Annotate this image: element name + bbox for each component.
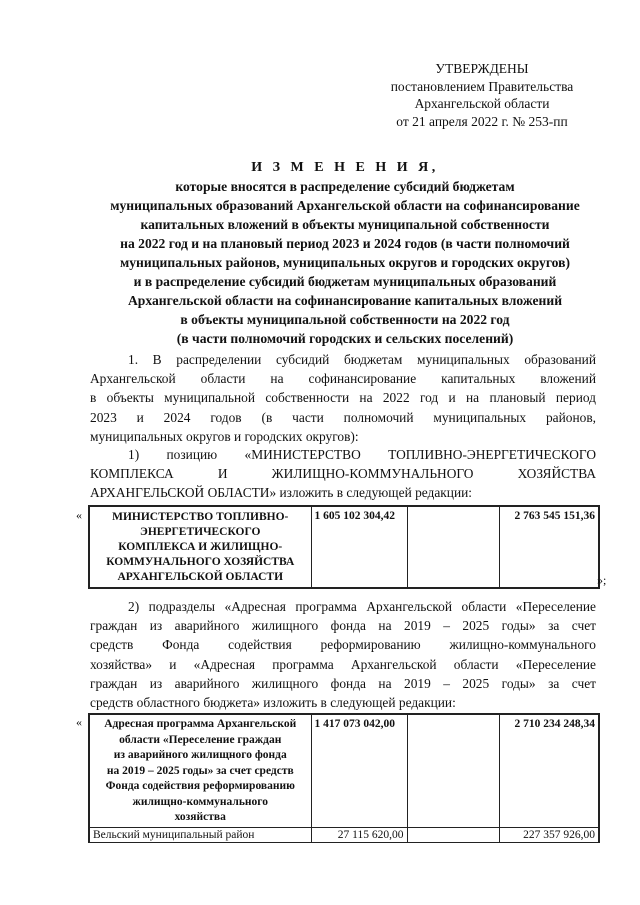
paragraph-line: КОМПЛЕКСА И ЖИЛИЩНО-КОММУНАЛЬНОГО ХОЗЯЙСТВА xyxy=(90,466,596,482)
table-row xyxy=(89,714,599,827)
heading-line: на 2022 год и на плановый период 2023 и 2024 годов (в части полномочий xyxy=(120,236,570,251)
ministry-name-line: КОММУНАЛЬНОГО ХОЗЯЙСТВА xyxy=(106,556,295,568)
heading-line: и в распределение субсидий бюджетам муниципальных образований xyxy=(133,274,557,289)
approval-line: Архангельской области xyxy=(414,96,550,111)
paragraph-line: 2) подразделы «Адресная программа Архангельской области «Переселение xyxy=(128,599,596,614)
approval-line: постановлением Правительства xyxy=(390,78,574,94)
value-2023-cell xyxy=(407,506,499,588)
ministry-name-line: ЭНЕРГЕТИЧЕСКОГО xyxy=(140,526,261,538)
approval-title: УТВЕРЖДЕНЫ xyxy=(435,61,529,76)
ministry-name-line: КОМПЛЕКСА И ЖИЛИЩНО- xyxy=(118,541,283,553)
paragraph-3 xyxy=(90,597,596,712)
value-2022-cell: 1 417 073 042,00 xyxy=(311,714,407,827)
value-2024-cell: 227 357 926,00 xyxy=(499,827,599,842)
paragraph-2 xyxy=(90,445,596,503)
paragraph-line: АРХАНГЕЛЬСКОЙ ОБЛАСТИ» изложить в следующей редакции: xyxy=(90,485,473,501)
ministry-name-cell xyxy=(89,506,311,588)
value-2023-cell xyxy=(407,714,499,827)
value-2024-cell: 2 710 234 248,34 xyxy=(499,714,599,827)
program-name-line: Адресная программа Архангельской xyxy=(104,718,297,730)
heading-line: муниципальных образований Архангельской области на софинансирование xyxy=(110,198,580,213)
value-2024-cell: 2 763 545 151,36 xyxy=(499,506,599,588)
heading-line: капитальных вложений в объекты муниципальной собственности xyxy=(140,217,550,232)
paragraph-line: средств Фонда содействия реформированию жилищно-коммунального xyxy=(90,637,596,653)
value-2022-cell: 27 115 620,00 xyxy=(311,827,407,842)
approval-block xyxy=(372,60,592,130)
open-quote-mark: « xyxy=(76,715,82,729)
program-name-line: хозяйства xyxy=(174,811,226,823)
district-name-cell: Вельский муниципальный район xyxy=(89,827,311,842)
paragraph-line: Архангельской области на софинансирование капитальных вложений xyxy=(90,371,596,387)
table-row xyxy=(89,827,599,842)
value-2022-cell: 1 605 102 304,42 xyxy=(311,506,407,588)
heading-line: Архангельской области на софинансирование капитальных вложений xyxy=(127,293,563,308)
heading-line: (в части полномочий городских и сельских поселений) xyxy=(176,331,514,346)
heading-line: в объекты муниципальной собственности на 2022 год xyxy=(180,312,510,327)
program-name-line: области «Переселение граждан xyxy=(119,733,282,746)
paragraph-line: граждан из аварийного жилищного фонда на 2019 – 2025 годы» за счет xyxy=(90,618,596,634)
table-row xyxy=(89,506,599,588)
heading-line: муниципальных районов, муниципальных округов и городских округов) xyxy=(120,255,570,270)
paragraph-line: 2023 и 2024 годов (в части полномочий муниципальных районов, xyxy=(90,409,596,425)
value-2023-cell xyxy=(407,827,499,842)
paragraph-line: в объекты муниципальной собственности на 2022 год и на плановый период xyxy=(90,390,596,406)
program-name-line: на 2019 – 2025 годы» за счет средств xyxy=(106,764,294,777)
paragraph-line: хозяйства» и «Адресная программа Архангельской области «Переселение xyxy=(90,656,596,672)
paragraph-line: 1) позицию «МИНИСТЕРСТВО ТОПЛИВНО-ЭНЕРГЕТИЧЕСКОГО xyxy=(128,447,596,462)
paragraph-1 xyxy=(90,350,596,446)
ministry-name-line: АРХАНГЕЛЬСКОЙ ОБЛАСТИ xyxy=(117,571,284,583)
heading-title: И З М Е Н Е Н И Я, xyxy=(251,160,439,175)
program-name-line: жилищно-коммунального xyxy=(132,795,268,808)
document-heading xyxy=(70,158,620,348)
close-quote-mark: »; xyxy=(597,573,607,587)
paragraph-line: 1. В распределении субсидий бюджетам муниципальных образований xyxy=(128,352,596,367)
program-name-line: Фонда содействия реформированию xyxy=(105,780,295,792)
ministry-name-line: МИНИСТЕРСТВО ТОПЛИВНО- xyxy=(112,511,289,523)
open-quote-mark: « xyxy=(76,508,82,522)
paragraph-line: средств областного бюджета» изложить в следующей редакции: xyxy=(90,695,456,711)
heading-line: которые вносятся в распределение субсидий бюджетам xyxy=(175,179,515,194)
program-name-line: из аварийного жилищного фонда xyxy=(113,749,287,761)
ministry-table xyxy=(88,505,600,589)
paragraph-line: муниципальных округов и городских округов): xyxy=(90,428,359,444)
program-table xyxy=(88,713,600,843)
paragraph-line: граждан из аварийного жилищного фонда на 2019 – 2025 годы» за счет xyxy=(90,675,596,691)
approval-date: от 21 апреля 2022 г. № 253-пп xyxy=(396,113,568,129)
program-name-cell xyxy=(89,714,311,827)
